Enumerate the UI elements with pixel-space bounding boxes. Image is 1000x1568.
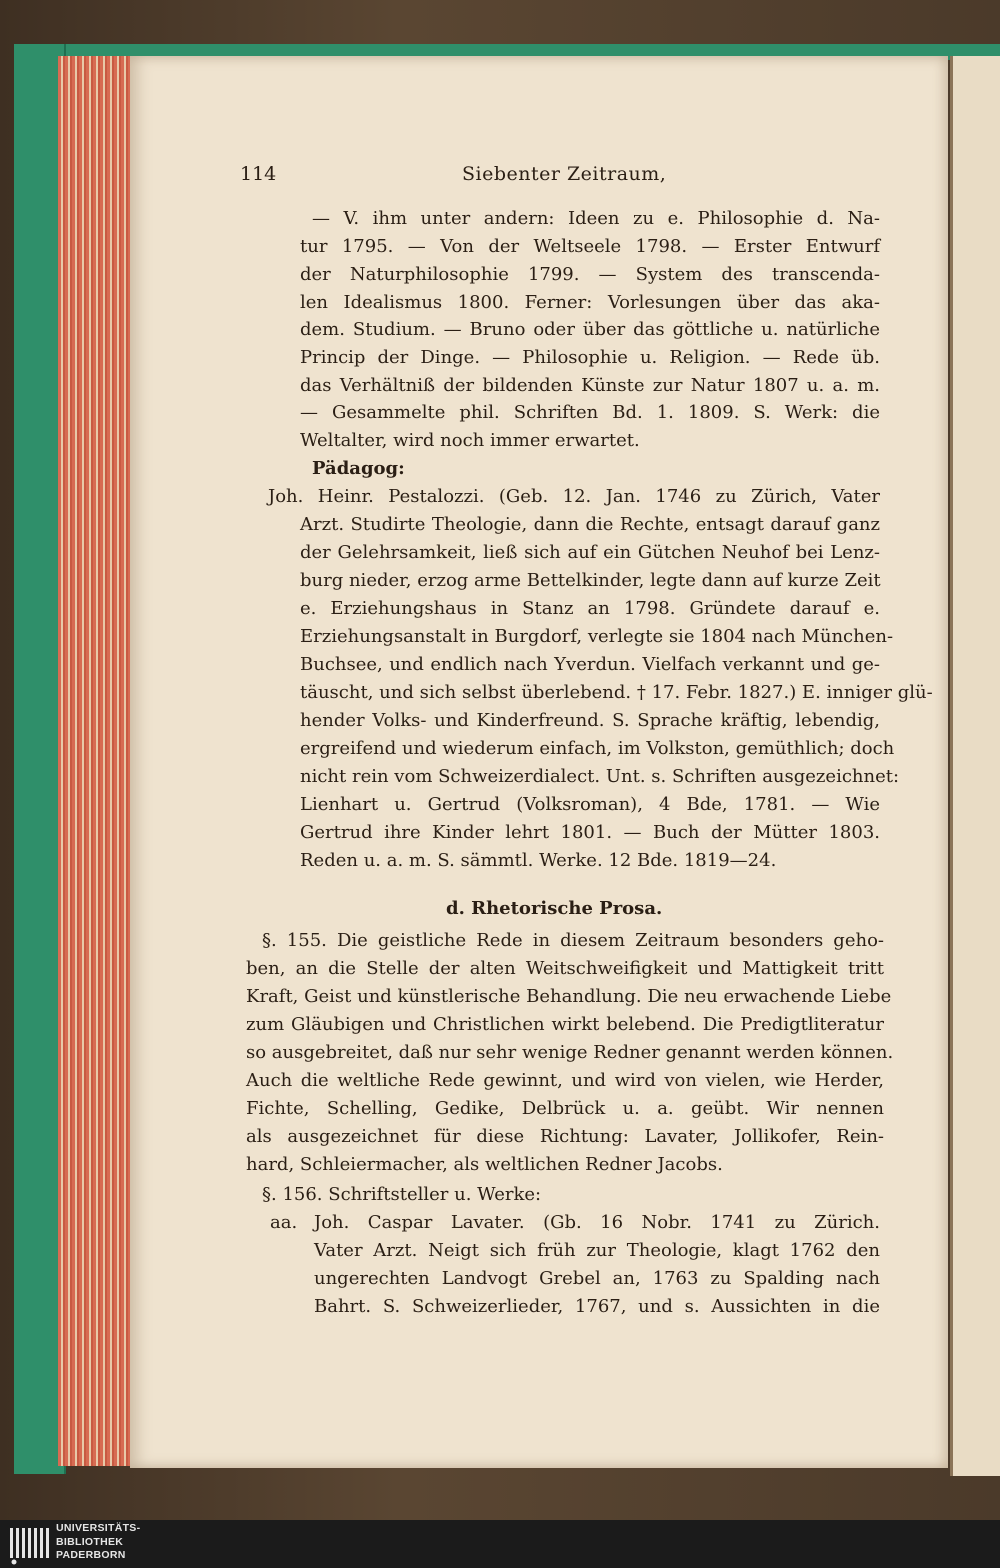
- text-line: zum Gläubigen und Christlichen wirkt belebend. Die Predigtliteratur: [246, 1014, 884, 1035]
- text-line: Joh. Caspar Lavater. (Gb. 16 Nobr. 1741 zu Zürich.: [314, 1212, 880, 1233]
- text-line: Reden u. a. m. S. sämmtl. Werke. 12 Bde. 1819—24.: [300, 850, 777, 871]
- text-line: Joh. Heinr. Pestalozzi. (Geb. 12. Jan. 1746 zu Zürich, Vater: [268, 486, 880, 507]
- text-line: Bahrt. S. Schweizerlieder, 1767, und s. Aussichten in die: [314, 1296, 880, 1317]
- text-line: nicht rein vom Schweizerdialect. Unt. s. Schriften ausgezeichnet:: [300, 766, 900, 787]
- text-line: tur 1795. — Von der Weltseele 1798. — Erster Entwurf: [300, 236, 880, 257]
- facing-page: [950, 56, 1000, 1476]
- text-line: Vater Arzt. Neigt sich früh zur Theologie, klagt 1762 den: [314, 1240, 880, 1261]
- text-line: der Gelehrsamkeit, ließ sich auf ein Gütchen Neuhof bei Lenz-: [300, 542, 880, 563]
- page-edges: [58, 56, 132, 1466]
- section-heading: d. Rhetorische Prosa.: [446, 898, 663, 919]
- text-line: der Naturphilosophie 1799. — System des transcenda-: [300, 264, 880, 285]
- text-line: das Verhältniß der bildenden Künste zur Natur 1807 u. a. m.: [300, 375, 880, 396]
- text-line: Kraft, Geist und künstlerische Behandlung. Die neu erwachende Liebe: [246, 986, 892, 1007]
- text-line: ergreifend und wiederum einfach, im Volkston, gemüthlich; doch: [300, 738, 895, 759]
- text-line: Buchsee, und endlich nach Yverdun. Vielfach verkannt und ge-: [300, 654, 880, 675]
- text-line: Pädagog:: [312, 458, 405, 479]
- text-line: Gertrud ihre Kinder lehrt 1801. — Buch der Mütter 1803.: [300, 822, 880, 843]
- text-line: Fichte, Schelling, Gedike, Delbrück u. a. geübt. Wir nennen: [246, 1098, 884, 1119]
- library-name-line: PADERBORN: [56, 1549, 126, 1561]
- text-line: len Idealismus 1800. Ferner: Vorlesungen über das aka-: [300, 292, 880, 313]
- text-line: dem. Studium. — Bruno oder über das göttliche u. natürliche: [300, 319, 880, 340]
- text-line: e. Erziehungshaus in Stanz an 1798. Gründete darauf e.: [300, 598, 880, 619]
- page-number: 114: [240, 163, 277, 185]
- text-line: — V. ihm unter andern: Ideen zu e. Philosophie d. Na-: [312, 208, 880, 229]
- library-logo-icon: [6, 1522, 54, 1566]
- text-line: Arzt. Studirte Theologie, dann die Rechte, entsagt darauf ganz: [300, 514, 880, 535]
- text-line: Auch die weltliche Rede gewinnt, und wird von vielen, wie Herder,: [246, 1070, 884, 1091]
- text-line: Weltalter, wird noch immer erwartet.: [300, 430, 640, 451]
- text-line: §. 155. Die geistliche Rede in diesem Zeitraum besonders geho-: [262, 930, 884, 951]
- text-line: so ausgebreitet, daß nur sehr wenige Redner genannt werden können.: [246, 1042, 894, 1063]
- text-line: hard, Schleiermacher, als weltlichen Redner Jacobs.: [246, 1154, 723, 1175]
- library-name-line: UNIVERSITÄTS-: [56, 1522, 141, 1534]
- text-line: ungerechten Landvogt Grebel an, 1763 zu Spalding nach: [314, 1268, 880, 1289]
- running-title: Siebenter Zeitraum,: [462, 163, 667, 185]
- text-line: — Gesammelte phil. Schriften Bd. 1. 1809. S. Werk: die: [300, 402, 880, 423]
- text-line: Princip der Dinge. — Philosophie u. Religion. — Rede üb.: [300, 347, 880, 368]
- text-line: burg nieder, erzog arme Bettelkinder, legte dann auf kurze Zeit: [300, 570, 881, 591]
- footer-bar: [0, 1520, 1000, 1568]
- text-line: täuscht, und sich selbst überlebend. † 17. Febr. 1827.) E. inniger glü-: [300, 682, 933, 703]
- paragraph-heading: §. 156. Schriftsteller u. Werke:: [262, 1184, 542, 1205]
- text-line: Erziehungsanstalt in Burgdorf, verlegte sie 1804 nach München-: [300, 626, 894, 647]
- text-line: hender Volks- und Kinderfreund. S. Sprache kräftig, lebendig,: [300, 710, 880, 731]
- text-line: Lienhart u. Gertrud (Volksroman), 4 Bde, 1781. — Wie: [300, 794, 880, 815]
- list-label: aa.: [270, 1212, 298, 1233]
- library-name-line: BIBLIOTHEK: [56, 1535, 124, 1548]
- library-name: [56, 1522, 140, 1563]
- text-line: ben, an die Stelle der alten Weitschweifigkeit und Mattigkeit tritt: [246, 958, 884, 979]
- text-line: als ausgezeichnet für diese Richtung: Lavater, Jollikofer, Rein-: [246, 1126, 884, 1147]
